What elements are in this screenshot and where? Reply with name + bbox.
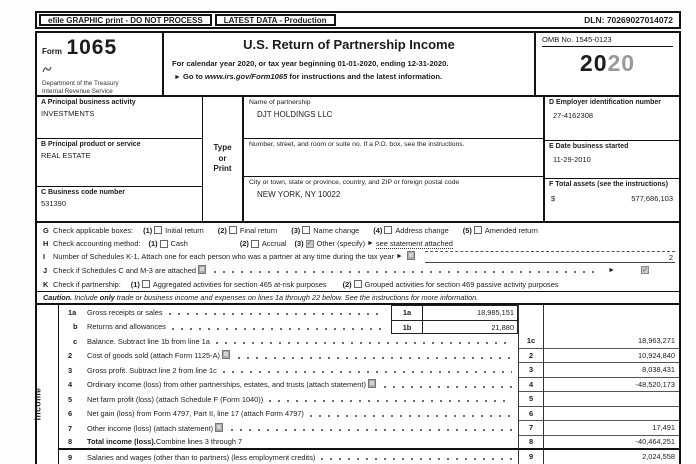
line-h: H Check accounting method: (1) Cash (2) Accrual (3) ✓ Other (specify) ► see statement attached bbox=[43, 238, 453, 248]
line-g: G Check applicable boxes: (1) Initial return (2) Final return (3) Name change (4) Address change (5) Amended return bbox=[43, 225, 538, 235]
income-section bbox=[32, 303, 679, 464]
principal-product-value: REAL ESTATE bbox=[41, 151, 91, 161]
business-code-box: C Business code number 531390 bbox=[37, 187, 202, 221]
aggregated-activities-checkbox[interactable] bbox=[142, 280, 150, 288]
line-i: I Number of Schedules K-1. Attach one for each person who was a partner at any time during the tax year ► 2 bbox=[43, 252, 673, 262]
ordinary-income-value: -48,520,173 bbox=[544, 378, 679, 393]
address-change-checkbox[interactable] bbox=[384, 226, 392, 234]
city-state-zip-value: NEW YORK, NY 10022 bbox=[257, 190, 341, 199]
latest-data-label: LATEST DATA - Production bbox=[215, 14, 336, 26]
line-9-label: 9 bbox=[518, 450, 544, 464]
form-number-block bbox=[37, 33, 162, 95]
tax-year-badge: 2020 bbox=[579, 50, 636, 76]
row-1b: b Returns and allowances 1b 21,880 bbox=[59, 320, 679, 335]
entity-info-section bbox=[37, 97, 679, 223]
city-state-zip-box: City or town, state or province, country, and ZIP or foreign postal code NEW YORK, NY 10022 bbox=[244, 177, 543, 221]
right-arrow-icon: ► bbox=[174, 74, 181, 81]
net-gain-4797-value bbox=[544, 407, 679, 422]
principal-activity-value: INVESTMENTS bbox=[41, 109, 95, 119]
total-assets-box: F Total assets (see the instructions) $ 577,686,103 bbox=[549, 181, 673, 204]
principal-activity-box: A Principal business activity INVESTMENTS bbox=[37, 97, 202, 139]
date-started-value: 11-29-2010 bbox=[553, 155, 591, 165]
line-j: J Check if Schedules C and M-3 are attached ► ✓ bbox=[43, 265, 648, 275]
column-name-address bbox=[244, 97, 543, 221]
total-income-value: -40,464,251 bbox=[635, 436, 675, 446]
other-method-note: see statement attached bbox=[375, 238, 453, 248]
returns-allowances-value: 21,880 bbox=[423, 320, 518, 335]
irs-url[interactable]: www.irs.gov/Form1065 bbox=[204, 72, 288, 81]
net-farm-profit-value bbox=[544, 392, 679, 407]
line-1b-box-label: 1b bbox=[391, 320, 423, 335]
caution-note: Caution. Include only trade or business income and expenses on lines 1a through 22 below. See the instructions for more information. bbox=[43, 293, 479, 302]
goto-line: ► Go to www.irs.gov/Form1065 for instructions and the latest information. bbox=[174, 72, 443, 81]
line-1c-label: 1c bbox=[518, 334, 544, 349]
dln-number: DLN: 70269027014072 bbox=[584, 15, 673, 25]
type-or-print-label: Type or Print bbox=[202, 97, 244, 221]
amended-return-checkbox[interactable] bbox=[474, 226, 482, 234]
row-6: 6 Net gain (loss) from Form 4797, Part II, line 17 (attach Form 4797) 6 bbox=[59, 407, 679, 422]
other-method-checkbox[interactable]: ✓ bbox=[306, 240, 313, 247]
right-arrow-icon: ► bbox=[367, 240, 374, 247]
tax-year-line: For calendar year 2020, or tax year beginning 01-01-2020, ending 12-31-2020. bbox=[172, 59, 449, 68]
partnership-name-box: Name of partnership DJT HOLDINGS LLC bbox=[244, 97, 543, 139]
form-title: U.S. Return of Partnership Income bbox=[243, 37, 455, 52]
ein-value: 27-4162308 bbox=[553, 111, 594, 121]
row-7: 7 Other income (loss) (attach statement) 7 17,491 bbox=[59, 421, 679, 436]
accrual-method-checkbox[interactable] bbox=[251, 240, 259, 248]
name-change-checkbox[interactable] bbox=[302, 226, 310, 234]
total-assets-value: 577,686,103 bbox=[631, 194, 673, 204]
row-4: 4 Ordinary income (loss) from other partnerships, estates, and trusts (attach statement) 4 -48,520,173 bbox=[59, 378, 679, 393]
signature-icon bbox=[42, 60, 157, 78]
efile-print-label: efile GRAPHIC print - DO NOT PROCESS bbox=[39, 14, 212, 26]
salaries-wages-value: 2,024,558 bbox=[642, 452, 675, 461]
cogs-value: 10,924,840 bbox=[544, 349, 679, 364]
row-9: 9 Salaries and wages (other than to partners) (less employment credits) 9 2,024,558 bbox=[59, 450, 679, 464]
grouped-activities-checkbox[interactable] bbox=[354, 280, 362, 288]
column-def bbox=[543, 97, 679, 221]
line-4-label: 4 bbox=[518, 378, 544, 393]
row-1c: c Balance. Subtract line 1b from line 1a 1c 18,963,271 bbox=[59, 334, 679, 349]
line-1a-box-label: 1a bbox=[391, 305, 423, 320]
line-7-label: 7 bbox=[518, 421, 544, 436]
form-body bbox=[32, 31, 681, 464]
line-5-label: 5 bbox=[518, 392, 544, 407]
column-abc bbox=[37, 97, 202, 221]
row-5: 5 Net farm profit (loss) (attach Schedule F (Form 1040)) 5 bbox=[59, 392, 679, 407]
form-title-block bbox=[162, 33, 536, 95]
efile-header-bar bbox=[35, 11, 681, 29]
street-address-box: Number, street, and room or suite no. If a P.O. box, see the instructions. bbox=[244, 139, 543, 177]
attach-statement-icon bbox=[215, 423, 223, 434]
attach-statement-icon bbox=[368, 379, 376, 390]
line-6-label: 6 bbox=[518, 407, 544, 422]
line-8-label: 8 bbox=[518, 435, 544, 450]
gross-receipts-value: 18,985,151 bbox=[423, 305, 518, 320]
checkbox-section bbox=[37, 223, 679, 303]
form-word: Form bbox=[42, 47, 62, 56]
right-arrow-icon: ► bbox=[608, 266, 615, 274]
final-return-checkbox[interactable] bbox=[229, 226, 237, 234]
attach-statement-icon bbox=[198, 265, 206, 276]
schedules-k1-count: 2 bbox=[425, 251, 675, 263]
income-side-column bbox=[32, 305, 59, 464]
income-rows bbox=[59, 305, 679, 464]
row-3: 3 Gross profit. Subtract line 2 from line 1c 3 8,038,431 bbox=[59, 363, 679, 378]
form-header bbox=[37, 33, 679, 97]
treasury-dept-label: Department of the Treasury Internal Revenue Service bbox=[42, 80, 119, 95]
attach-statement-icon bbox=[407, 251, 415, 262]
form-number: 1065 bbox=[66, 36, 118, 59]
line-3-label: 3 bbox=[518, 363, 544, 378]
omb-number: OMB No. 1545-0123 bbox=[542, 35, 673, 47]
attach-statement-icon bbox=[222, 350, 230, 361]
dollar-sign: $ bbox=[551, 194, 556, 204]
business-code-value: 531390 bbox=[41, 199, 67, 209]
ein-box: D Employer identification number 27-4162308 bbox=[545, 97, 679, 141]
cash-method-checkbox[interactable] bbox=[160, 240, 168, 248]
line-k: K Check if partnership: (1) Aggregated activities for section 465 at-risk purposes (2) Grouped activities for section 469 passive activity purposes bbox=[37, 277, 679, 292]
right-arrow-icon: ► bbox=[395, 253, 403, 260]
income-section-label: Income bbox=[32, 387, 43, 421]
date-started-box: E Date business started 11-29-2010 bbox=[545, 141, 679, 179]
row-1a: 1a Gross receipts or sales 1a 18,985,151 bbox=[59, 305, 679, 320]
gross-profit-value: 8,038,431 bbox=[544, 363, 679, 378]
omb-year-block bbox=[536, 33, 679, 95]
partnership-name-value: DJT HOLDINGS LLC bbox=[257, 110, 333, 119]
principal-product-box: B Principal product or service REAL ESTATE bbox=[37, 139, 202, 187]
schedules-cm3-checkbox[interactable]: ✓ bbox=[642, 266, 648, 274]
balance-value: 18,963,271 bbox=[544, 334, 679, 349]
initial-return-checkbox[interactable] bbox=[154, 226, 162, 234]
line-2-label: 2 bbox=[518, 349, 544, 364]
row-2: 2 Cost of goods sold (attach Form 1125-A) 2 10,924,840 bbox=[59, 349, 679, 364]
other-income-value: 17,491 bbox=[544, 421, 679, 436]
row-8: 8 Total income (loss). Combine lines 3 through 7 8 -40,464,251 bbox=[59, 436, 679, 451]
